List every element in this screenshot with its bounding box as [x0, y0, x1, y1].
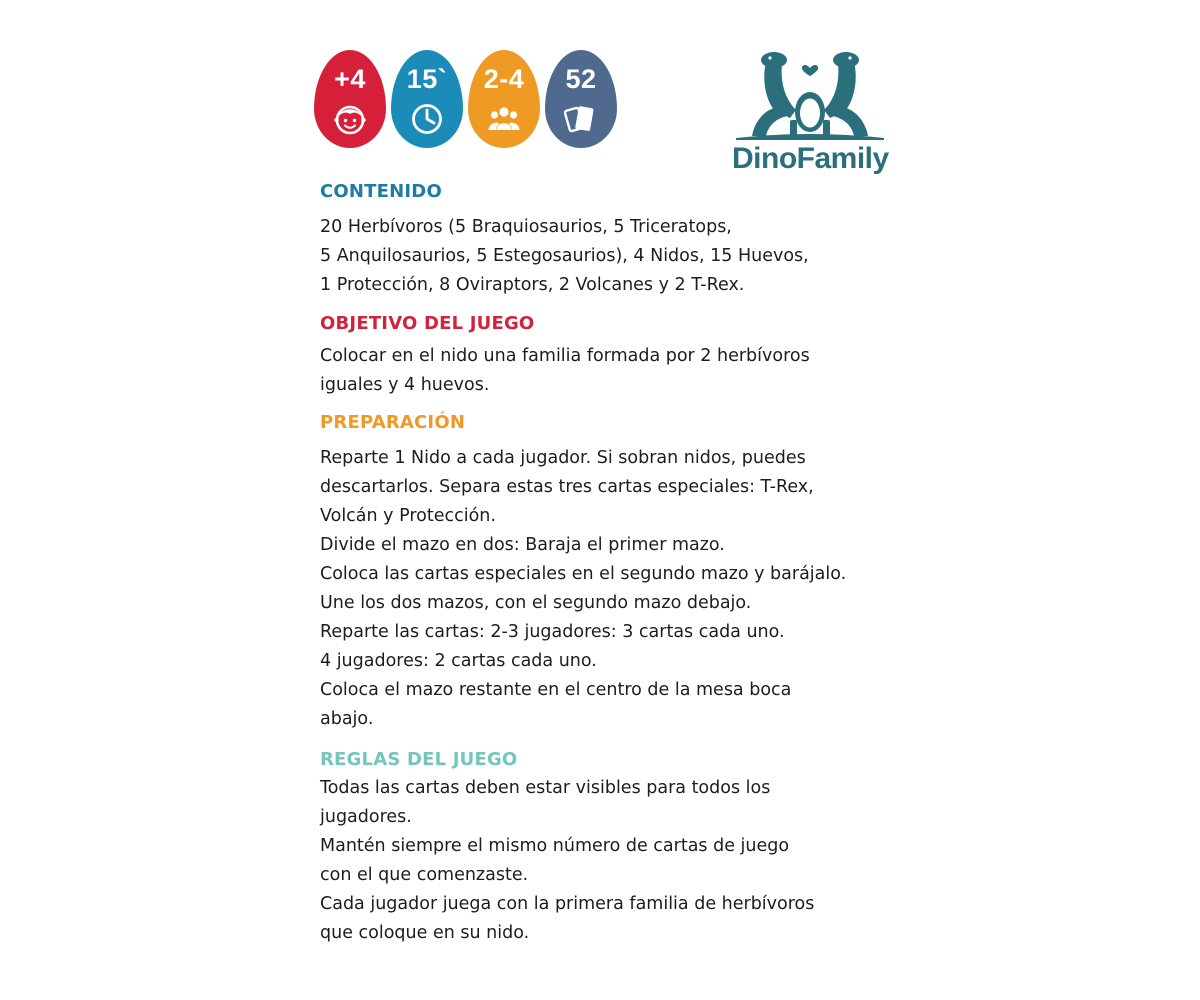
time-badge [391, 50, 463, 148]
text-line: 4 jugadores: 2 cartas cada uno. [320, 651, 597, 671]
text-line: Colocar en el nido una familia formada por 2 herbívoros [320, 346, 810, 366]
text-line: jugadores. [320, 807, 412, 827]
text-line: 20 Herbívoros (5 Braquiosaurios, 5 Triceratops, [320, 217, 732, 237]
text-line: Coloca las cartas especiales en el segundo mazo y barájalo. [320, 564, 847, 584]
text-line: Todas las cartas deben estar visibles para todos los [320, 778, 771, 798]
heading-objetivo: OBJETIVO DEL JUEGO [320, 313, 535, 334]
logo-wordmark: DinoFamily [732, 142, 889, 175]
text-line: Coloca el mazo restante en el centro de la mesa boca [320, 680, 792, 700]
objetivo-text [320, 342, 890, 400]
contenido-text [320, 213, 890, 300]
age-badge-text: +4 [334, 64, 366, 94]
cards-badge-text: 52 [565, 64, 597, 94]
preparacion-text [320, 444, 890, 734]
reglas-text [320, 774, 890, 948]
age-badge [314, 50, 386, 148]
heading-reglas: REGLAS DEL JUEGO [320, 749, 518, 770]
heading-contenido: CONTENIDO [320, 181, 442, 202]
players-group-icon [487, 102, 521, 136]
text-line: Divide el mazo en dos: Baraja el primer mazo. [320, 535, 725, 555]
time-badge-text: 15` [406, 64, 448, 94]
players-badge [468, 50, 540, 148]
text-line: con el que comenzaste. [320, 865, 529, 885]
text-line: Une los dos mazos, con el segundo mazo debajo. [320, 593, 752, 613]
dinofamily-logo [732, 48, 888, 178]
text-line: Cada jugador juega con la primera familia de herbívoros [320, 894, 815, 914]
text-line: 1 Protección, 8 Oviraptors, 2 Volcanes y 2 T-Rex. [320, 275, 745, 295]
dino-couple-logo-icon [732, 48, 888, 142]
text-line: iguales y 4 huevos. [320, 375, 490, 395]
heading-preparacion: PREPARACIÓN [320, 412, 466, 433]
clock-icon [410, 102, 444, 136]
cards-icon [564, 102, 598, 136]
text-line: 5 Anquilosaurios, 5 Estegosaurios), 4 Nidos, 15 Huevos, [320, 246, 809, 266]
players-badge-text: 2-4 [483, 64, 525, 94]
text-line: Reparte las cartas: 2-3 jugadores: 3 cartas cada uno. [320, 622, 785, 642]
text-line: abajo. [320, 709, 374, 729]
child-face-icon [333, 102, 367, 136]
cards-badge [545, 50, 617, 148]
text-line: Reparte 1 Nido a cada jugador. Si sobran nidos, puedes [320, 448, 806, 468]
text-line: Volcán y Protección. [320, 506, 496, 526]
text-line: que coloque en su nido. [320, 923, 530, 943]
text-line: descartarlos. Separa estas tres cartas especiales: T-Rex, [320, 477, 814, 497]
text-line: Mantén siempre el mismo número de cartas de juego [320, 836, 790, 856]
